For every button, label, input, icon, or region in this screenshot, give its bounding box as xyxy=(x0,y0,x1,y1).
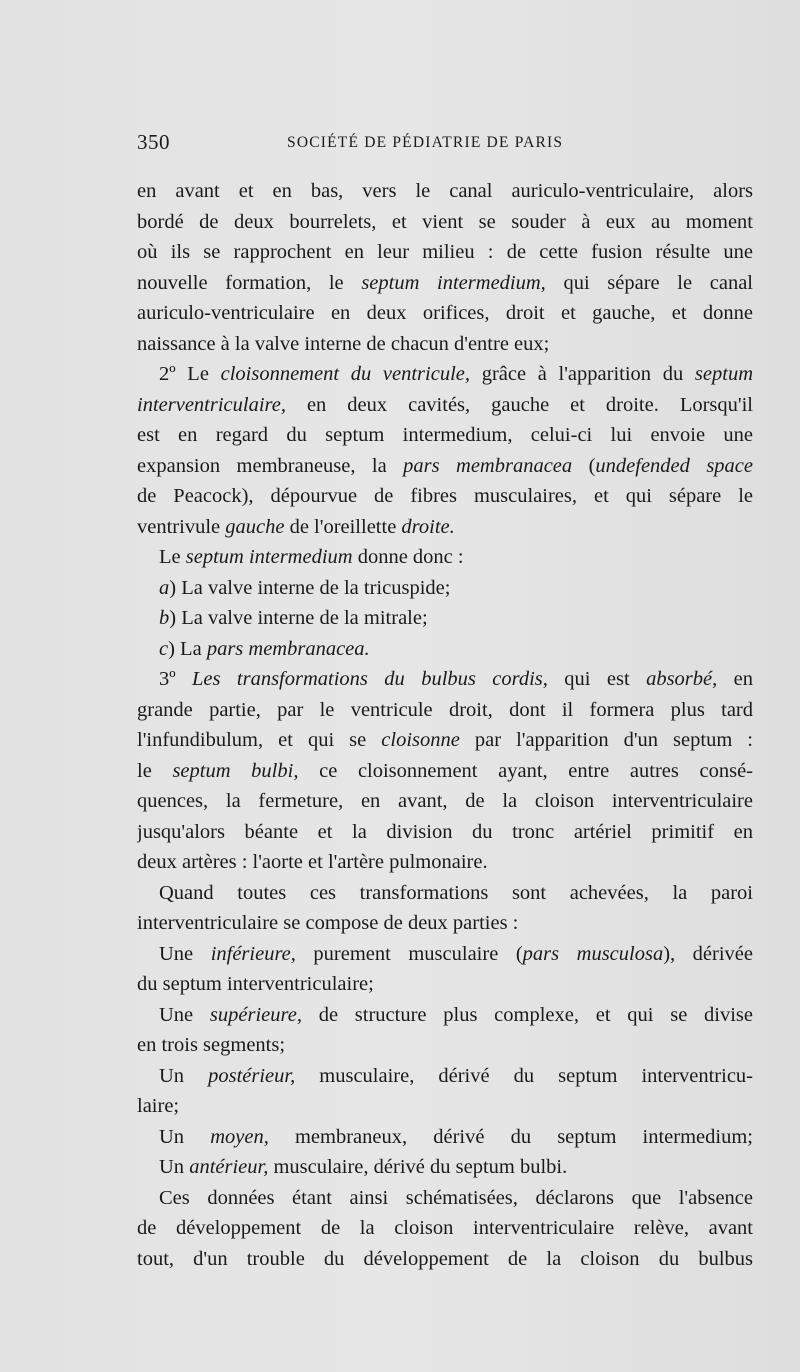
italic-term: septum intermedium xyxy=(185,546,353,568)
text-line: le septum bulbi, ce cloisonnement ayant, entre autres consé- xyxy=(137,759,753,782)
italic-term: droite. xyxy=(401,515,455,538)
text-line: l'infundibulum, et qui se cloisonne par l'apparition d'un septum : xyxy=(137,729,753,751)
text-line: 3º Les transformations du bulbus cordis, qui est absorbé, en xyxy=(159,668,753,690)
italic-term: Les transformations du bulbus cordis, xyxy=(192,668,548,690)
italic-term: pars musculosa xyxy=(522,942,664,965)
page-number: 350 xyxy=(137,130,170,154)
text-line: Une inférieure, purement musculaire (pars musculosa), dérivée xyxy=(159,942,753,965)
text-line: Un postérieur, musculaire, dérivé du septum interventricu- xyxy=(159,1064,753,1087)
text-line: jusqu'alors béante et la division du tronc artériel primitif en xyxy=(137,820,753,843)
text-line: auriculo-ventriculaire en deux orifices, droit et gauche, et donne xyxy=(137,302,753,324)
italic-term: absorbé, xyxy=(646,668,718,690)
body-text xyxy=(137,176,753,1274)
italic-term: moyen, xyxy=(210,1125,269,1148)
italic-term: interventriculaire, xyxy=(137,393,286,416)
text-line: Une supérieure, de structure plus complexe, et qui se divise xyxy=(159,1003,753,1026)
text-line: Quand toutes ces transformations sont achevées, la paroi xyxy=(159,881,753,904)
text-line: interventriculaire, en deux cavités, gauche et droite. Lorsqu'il xyxy=(137,393,753,416)
italic-term: septum bulbi, xyxy=(172,759,299,782)
text-line: Un moyen, membraneux, dérivé du septum intermedium; xyxy=(159,1125,753,1148)
text-line: interventriculaire se compose de deux parties : xyxy=(137,912,519,934)
text-line: du septum interventriculaire; xyxy=(137,973,374,995)
text-line: Ces données étant ainsi schématisées, déclarons que l'absence xyxy=(159,1186,753,1209)
italic-term: inférieure, xyxy=(210,942,296,965)
italic-term: gauche xyxy=(225,515,285,538)
italic-term: pars membranacea. xyxy=(206,637,370,660)
text-line: grande partie, par le ventricule droit, dont il formera plus tard xyxy=(137,698,753,721)
text-line: où ils se rapprochent en leur milieu : de cette fusion résulte une xyxy=(137,241,753,263)
text-line: ventrivule gauche de l'oreillette droite. xyxy=(137,515,455,538)
text-line: Le septum intermedium donne donc : xyxy=(159,546,464,568)
text-line: deux artères : l'aorte et l'artère pulmonaire. xyxy=(137,851,488,873)
italic-term: pars membranacea xyxy=(403,454,573,477)
text-line: naissance à la valve interne de chacun d'entre eux; xyxy=(137,332,550,355)
running-title: SOCIÉTÉ DE PÉDIATRIE DE PARIS xyxy=(287,134,564,151)
text-line: bordé de deux bourrelets, et vient se souder à eux au moment xyxy=(137,210,753,233)
italic-term: postérieur, xyxy=(208,1064,296,1087)
text-line: de développement de la cloison interventriculaire relève, avant xyxy=(137,1217,753,1239)
list-item: b) La valve interne de la mitrale; xyxy=(159,607,428,629)
text-line: laire; xyxy=(137,1095,180,1117)
text-line: de Peacock), dépourvue de fibres musculaires, et qui sépare le xyxy=(137,485,753,507)
text-line: quences, la fermeture, en avant, de la cloison interventriculaire xyxy=(137,790,753,812)
text-line: Un antérieur, musculaire, dérivé du septum bulbi. xyxy=(159,1156,568,1178)
text-line: 2º Le cloisonnement du ventricule, grâce à l'apparition du septum xyxy=(159,363,753,385)
italic-term: supérieure, xyxy=(209,1003,302,1026)
text-line: est en regard du septum intermedium, celui-ci lui envoie une xyxy=(137,424,753,446)
text-line: en avant et en bas, vers le canal auriculo-ventriculaire, alors xyxy=(137,180,753,202)
italic-term: cloisonnement du ventricule, xyxy=(220,363,470,385)
text-line: nouvelle formation, le septum intermedium, qui sépare le canal xyxy=(137,271,753,294)
page-header xyxy=(137,130,752,160)
italic-term: septum intermedium, xyxy=(361,271,546,294)
italic-term: cloisonne xyxy=(381,729,460,751)
text-line: expansion membraneuse, la pars membranacea (undefended space xyxy=(137,454,753,477)
italic-term: undefended space xyxy=(595,454,753,477)
list-item: a) La valve interne de la tricuspide; xyxy=(159,576,451,599)
list-item: c) La pars membranacea. xyxy=(159,637,370,660)
text-line: en trois segments; xyxy=(137,1034,286,1056)
italic-term: septum xyxy=(694,363,753,385)
italic-term: antérieur, xyxy=(189,1156,269,1178)
text-line: tout, d'un trouble du développement de la cloison du bulbus xyxy=(137,1247,753,1270)
